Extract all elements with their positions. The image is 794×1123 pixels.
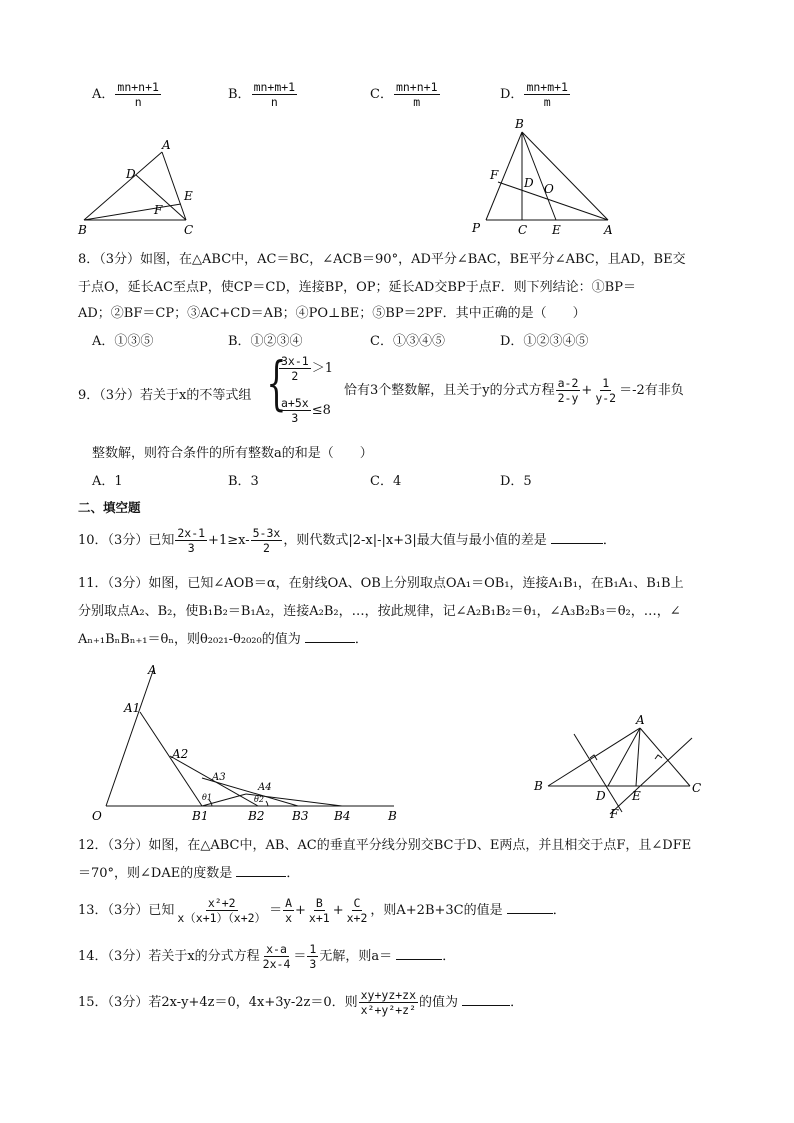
numerator: a+5x: [281, 396, 309, 410]
label-b: B: [515, 117, 524, 131]
period: ．: [442, 949, 456, 964]
numerator: mn+n+1: [117, 80, 159, 94]
question-number: 12．（3分）: [78, 838, 149, 853]
q14-pre-text: 若关于x的分式方程: [148, 949, 260, 964]
q8-text-2: 于点O，延长AC至点P，使CP＝CD，连接BP，OP；延长AD交BP于点F．则下列结论：①BP＝: [78, 280, 636, 295]
period: ．: [354, 632, 368, 647]
q11-text-3: Aₙ₊₁BₙBₙ₊₁＝θₙ，则θ₂₀₂₁-θ₂₀₂₀的值为: [78, 632, 301, 647]
denominator: n: [270, 95, 278, 109]
q9-pre-text: 若关于x的不等式组: [140, 388, 252, 403]
label-e: E: [552, 223, 561, 237]
label-a: A: [148, 663, 157, 677]
q9-prefix: [78, 384, 251, 403]
label-d: D: [126, 167, 136, 181]
system-brace: {: [266, 349, 287, 417]
numerator: x²+2: [207, 896, 236, 910]
label-f: F: [154, 203, 163, 217]
question-number: 11．（3分）: [78, 576, 149, 591]
figure-q7-triangle: [70, 138, 210, 238]
numerator: mn+n+1: [395, 80, 438, 94]
question-13: [78, 896, 566, 925]
denominator: y-2: [595, 391, 617, 405]
perp-bisector-ac: [610, 738, 692, 814]
label-e: E: [632, 789, 641, 803]
q10-pre-text: 已知: [148, 533, 175, 548]
label-c: C: [692, 781, 702, 795]
section-header-fill-in: 二、填空题: [78, 500, 141, 515]
q8-line-3: [78, 302, 586, 321]
q9-mid-text: 恰有3个整数解，且关于y的分式方程: [344, 383, 555, 398]
side-ab: [548, 728, 640, 786]
numerator: 1: [602, 376, 610, 390]
q8-option-a[interactable]: A．①③⑤: [92, 334, 154, 349]
numerator: A: [285, 896, 293, 910]
q9-post-text: ＝-2有非负: [619, 383, 684, 398]
numerator: 3x-1: [281, 354, 309, 368]
q12-text-2: ＝70°，则∠DAE的度数是: [78, 866, 233, 881]
answer-blank-q13[interactable]: [507, 913, 553, 914]
q9-line-2: [92, 442, 373, 461]
relation: ＞1: [311, 361, 333, 376]
q8-line-2: [78, 276, 636, 295]
question-number: 10．（3分）: [78, 533, 149, 548]
question-14: [78, 942, 455, 971]
label-b: B: [388, 809, 397, 823]
q9-option-d[interactable]: D．5: [500, 474, 532, 489]
numerator: 1: [309, 942, 317, 956]
label-d: D: [596, 789, 606, 803]
denominator: x²+y²+z²: [360, 1003, 417, 1017]
label-a: A: [636, 713, 645, 727]
denominator: 2x-4: [262, 957, 291, 971]
answer-blank-q15[interactable]: [462, 1005, 510, 1006]
option-letter: B．: [228, 87, 251, 102]
question-10: [78, 526, 616, 555]
period: ．: [602, 533, 616, 548]
plus-sign: +: [295, 903, 306, 918]
q9-inequality-1: [278, 354, 333, 383]
figure-q11-rays: [88, 660, 408, 830]
denominator: 2-y: [557, 391, 579, 405]
angle-theta2-arc: [266, 801, 268, 806]
label-o: O: [92, 809, 102, 823]
q11-line-2: [78, 600, 681, 619]
denominator: m: [413, 95, 421, 109]
label-b: B: [78, 223, 87, 237]
side-ba: [84, 152, 162, 220]
label-p: P: [472, 221, 481, 235]
figure-q12-triangle: [530, 712, 710, 824]
denominator: 3: [291, 411, 299, 425]
q7-option-a[interactable]: [92, 80, 162, 109]
q12-text-1: 如图，在△ABC中，AB、AC的垂直平分线分别交BC于D、E两点，并且相交于点F，且∠DFE: [148, 838, 692, 853]
label-a2: A2: [172, 747, 189, 761]
figure-q8-triangle: [468, 116, 618, 240]
period: ．: [552, 903, 566, 918]
numerator: 5-3x: [252, 526, 281, 540]
question-15: [78, 988, 523, 1017]
q9-option-b[interactable]: B．3: [228, 474, 259, 489]
label-c: C: [518, 223, 528, 237]
segment-ad: [608, 728, 640, 786]
q13-post-text: ，则A+2B+3C的值是: [370, 903, 503, 918]
numerator: a-2: [557, 376, 579, 390]
answer-blank-q14[interactable]: [396, 959, 442, 960]
label-theta2: θ2: [254, 795, 264, 804]
label-a: A: [162, 138, 171, 152]
q8-text-1: 如图，在△ABC中，AC＝BC，∠ACB＝90°，AD平分∠BAC，BE平分∠ABC，且AD，BE交: [140, 252, 686, 267]
q14-post-text: 无解，则a＝: [319, 949, 393, 964]
label-a1: A1: [124, 701, 141, 715]
denominator: x+2: [346, 911, 368, 925]
q12-line-2: [78, 862, 299, 881]
equals-sign: ＝: [269, 903, 283, 918]
q8-option-d[interactable]: D．①②③④⑤: [500, 334, 589, 349]
denominator: 2: [291, 369, 299, 383]
label-b1: B1: [192, 809, 209, 823]
relation: ≤8: [311, 403, 331, 418]
question-number: 9．（3分）: [78, 388, 141, 403]
q8-line-1: [78, 248, 686, 267]
denominator: x+1: [308, 911, 330, 925]
question-number: 14．（3分）: [78, 949, 149, 964]
denominator: x: [285, 911, 293, 925]
label-a3: A3: [212, 772, 226, 783]
q13-pre-text: 已知: [148, 903, 175, 918]
answer-blank-q11[interactable]: [305, 642, 355, 643]
label-e: E: [184, 189, 193, 203]
denominator: m: [543, 95, 551, 109]
label-b3: B3: [292, 809, 309, 823]
label-a: A: [604, 223, 613, 237]
period: ．: [510, 995, 524, 1010]
option-letter: D．: [500, 87, 524, 102]
q7-option-c[interactable]: [370, 80, 441, 109]
denominator: 3: [309, 957, 317, 971]
question-number: 15．（3分）: [78, 995, 149, 1010]
equals-sign: ＝: [293, 949, 307, 964]
question-number: 8．（3分）: [78, 252, 141, 267]
label-b4: B4: [334, 809, 351, 823]
label-f: F: [610, 807, 619, 821]
q8-text-3: AD；②BF＝CP；③AC+CD＝AB；④PO⊥BE；⑤BP＝2PF．其中正确的是（ ）: [78, 306, 586, 321]
q9-inequality-2: [278, 396, 331, 425]
q11-line-3: [78, 628, 368, 647]
label-b: B: [534, 779, 543, 793]
q11-text-2: 分别取点A₂、B₂，使B₁B₂＝B₁A₂，连接A₂B₂，…，按此规律，记∠A₂B₁B₂＝θ₁，∠A₃B₂B₃＝θ₂，…，∠: [78, 604, 681, 619]
side-ac: [640, 728, 690, 786]
q9-option-c[interactable]: C．4: [370, 474, 402, 489]
denominator: 2: [262, 541, 270, 555]
numerator: C: [353, 896, 361, 910]
segment-ba: [522, 132, 608, 220]
q7-option-b[interactable]: [228, 80, 298, 109]
q9-option-a[interactable]: A．1: [92, 474, 123, 489]
numerator: mn+m+1: [253, 80, 296, 94]
q15-post-text: 的值为: [419, 995, 459, 1010]
segment-a1b1: [140, 712, 202, 806]
q8-option-c[interactable]: C．①③④⑤: [370, 334, 445, 349]
q9-equation: [344, 376, 684, 405]
label-f: F: [490, 168, 499, 182]
q12-line-1: [78, 834, 691, 853]
label-c: C: [184, 223, 194, 237]
segment-be: [84, 204, 181, 220]
q10-post-text: ，则代数式|2-x|-|x+3|最大值与最小值的差是: [283, 533, 547, 548]
q7-option-d[interactable]: [500, 80, 571, 109]
option-letter: C．: [370, 87, 393, 102]
ray-oa: [106, 668, 154, 806]
denominator: x（x+1）（x+2）: [177, 911, 267, 925]
segment-ae: [636, 728, 640, 786]
plus-sign: +: [332, 903, 344, 918]
numerator: mn+m+1: [526, 80, 568, 94]
denominator: 3: [187, 541, 195, 555]
q8-option-b[interactable]: B．①②③④: [228, 334, 303, 349]
q11-line-1: [78, 572, 684, 591]
q9-text-2: 整数解，则符合条件的所有整数a的和是（ ）: [92, 446, 373, 461]
label-b2: B2: [248, 809, 265, 823]
answer-blank-q10[interactable]: [551, 543, 603, 544]
numerator: B: [315, 896, 323, 910]
numerator: 2x-1: [177, 526, 206, 540]
option-letter: A．: [92, 87, 115, 102]
numerator: xy+yz+zx: [360, 988, 417, 1002]
numerator: x-a: [266, 942, 287, 956]
answer-blank-q12[interactable]: [236, 876, 286, 877]
denominator: n: [134, 95, 142, 109]
label-theta1: θ1: [202, 793, 212, 802]
period: ．: [286, 866, 300, 881]
question-number: 13．（3分）: [78, 903, 149, 918]
q11-text-1: 如图，已知∠AOB＝α，在射线OA、OB上分别取点OA₁＝OB₁，连接A₁B₁，在B₁A₁、B₁B上: [148, 576, 684, 591]
label-a4: A4: [258, 782, 272, 793]
right-angle-mark-ac: [655, 755, 662, 759]
label-d: D: [524, 176, 534, 190]
plus-sign: +: [581, 383, 593, 398]
label-o: O: [544, 182, 554, 196]
q15-pre-text: 若2x-y+4z＝0，4x+3y-2z＝0．则: [148, 995, 358, 1010]
q10-mid-text: +1≥x-: [208, 533, 250, 548]
